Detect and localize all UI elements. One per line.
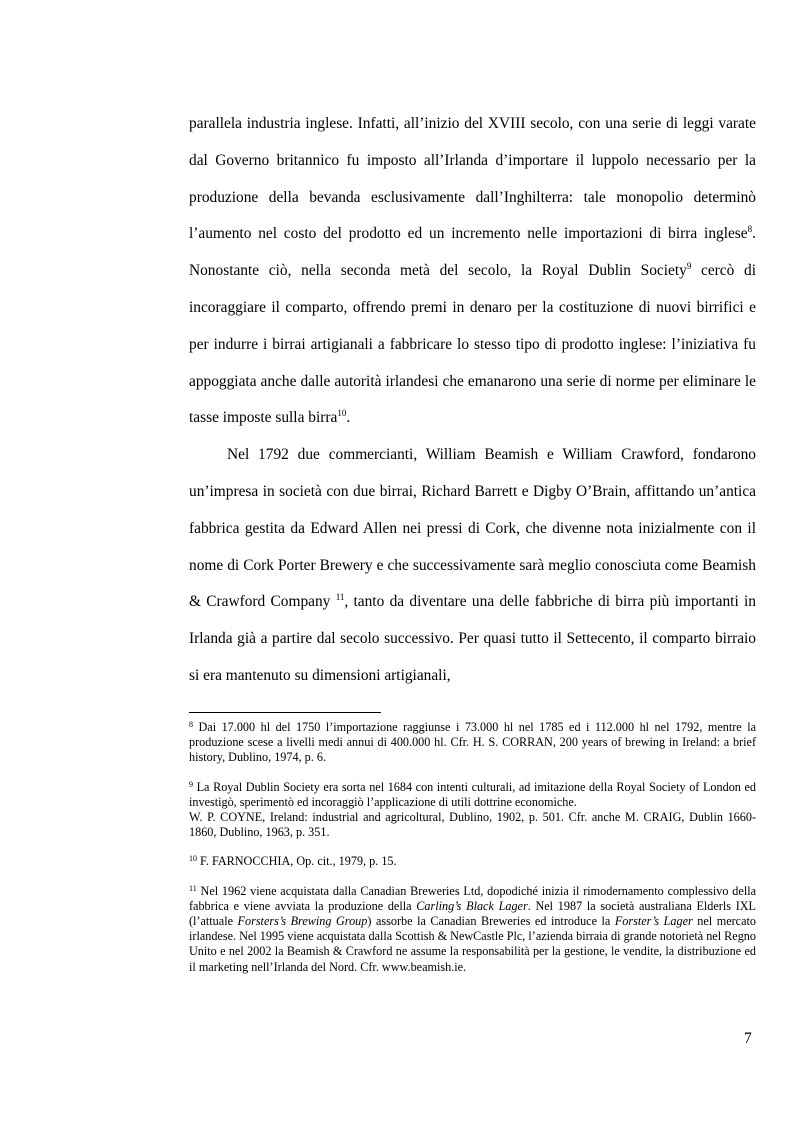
paragraph-1: parallela industria inglese. Infatti, all’inizio del XVIII secolo, con una serie di leggi varate dal Governo britannico fu imposto all’Irlanda d’importare il luppolo necessario per la produzione della bevanda esclusivamente dall’Inghilterra: tale monopolio determinò l’aumento nel costo del prodotto ed un incremento nelle importazioni di birra inglese$^8$. Nonostante ciò, nella seconda metà del secolo, la Royal Dublin Society$^9$ cercò di incoraggiare il comparto, offrendo premi in denaro per la costituzione di nuovi birrifici e per indurre i birrai artigianali a fabbricare lo stesso tipo di prodotto inglese: l’iniziativa fu appoggiata anche dalle autorità irlandesi che emanarono una serie di norme per eliminare le tasse imposte sulla birra$^{10}$. (189, 115, 756, 427)
footnote-ref-9[interactable]: 9 (686, 261, 692, 272)
footnote-9: $^9$ La Royal Dublin Society era sorta nel 1684 con intenti culturali, ad imitazione della Royal Society of London ed investigò, sperimentò ed incoraggiò l’applicazione di utili dottrine economiche. W. P. COYNE, Ireland: industrial and agricoltural, Dublino, 1902, p. 501. Cfr. anche M. CRAIG, Dublin 1660-1860, Dublino, 1963, p. 351. (189, 779, 756, 840)
footnote-8: $^8$ Dai 17.000 hl del 1750 l’importazione raggiunse i 73.000 hl nel 1785 ed i 112.000 hl nel 1792, mentre la produzione scese a livelli medi annui di 400.000 hl. Cfr. H. S. CORRAN, 200 years of brewing in Ireland: a brief history, Dublino, 1974, p. 6. (189, 720, 756, 765)
footnote-10: $^{10}$ F. FARNOCCHIA, Op. cit., 1979, p. 15. (189, 854, 397, 869)
footnote-ref-11[interactable]: 11 (335, 592, 345, 603)
footnote-separator (189, 712, 381, 713)
footnotes (189, 720, 756, 989)
main-text (189, 106, 756, 695)
footnote-11: $^{11}$ Nel 1962 viene acquistata dalla Canadian Breweries Ltd, dopodiché inizia il rimodernamento complessivo della fabbrica e viene avviata la produzione della Carling’s Black Lager. Nel 1987 la società australiana Elderls IXL (l’attuale Forsters’s Brewing Group) assorbe la Canadian Breweries ed introduce la Forster’s Lager nel mercato irlandese. Nel 1995 viene acquistata dalla Scottish & NewCastle Plc, l’azienda birraia di grande notorietà nel Regno Unito e nel 2002 la Beamish & Crawford ne assume la responsabilità per la gestione, le vendite, la distribuzione ed il marketing nell’Irlanda del Nord. Cfr. www.beamish.ie. (189, 883, 756, 974)
footnote-ref-10[interactable]: 10 (337, 408, 347, 419)
paragraph-2: Nel 1792 due commercianti, William Beamish e William Crawford, fondarono un’impresa in società con due birrai, Richard Barrett e Digby O’Brain, affittando un’antica fabbrica gestita da Edward Allen nei pressi di Cork, che divenne nota inizialmente con il nome di Cork Porter Brewery e che successivamente sarà meglio conosciuta come Beamish & Crawford Company $^{11}$, tanto da diventare una delle fabbriche di birra più importanti in Irlanda già a partire dal secolo successivo. Per quasi tutto il Settecento, il comparto birraio si era mantenuto su dimensioni artigianali, (189, 446, 756, 684)
footnote-ref-8[interactable]: 8 (747, 224, 753, 235)
page-number: 7 (744, 1030, 752, 1047)
